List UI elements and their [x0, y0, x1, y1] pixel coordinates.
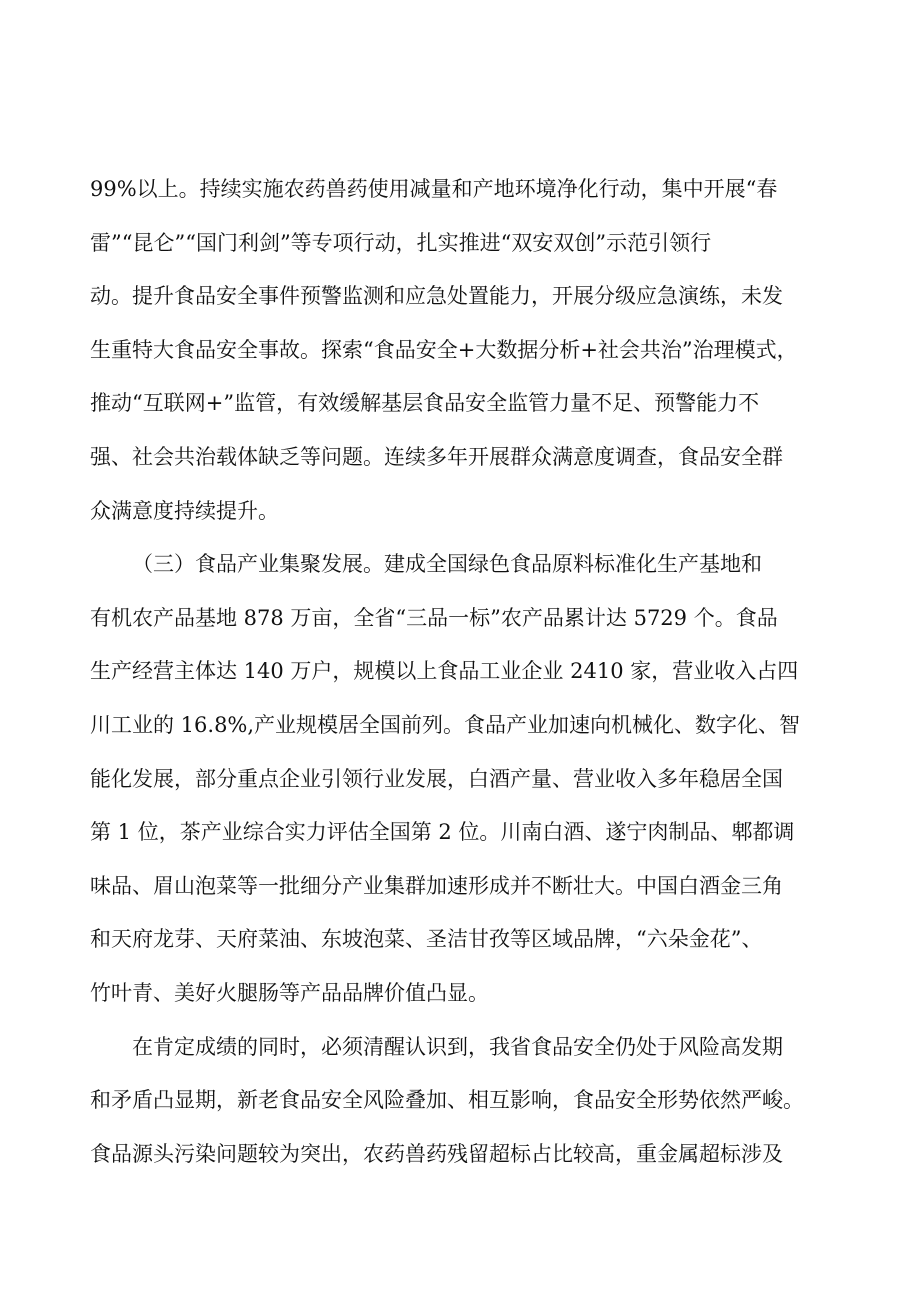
text-line: 动。提升食品安全事件预警监测和应急处置能力，开展分级应急演练，未发: [90, 284, 783, 309]
paragraph-risk-assessment: [90, 1021, 860, 1182]
text-line: 推动“互联网+”监管，有效缓解基层食品安全监管力量不足、预警能力不: [90, 391, 760, 416]
text-line: 有机农产品基地 878 万亩，全省“三品一标”农产品累计达 5729 个。食品: [90, 605, 778, 630]
text-line: 在肯定成绩的同时，必须清醒认识到，我省食品安全仍处于风险高发期: [132, 1034, 783, 1059]
text-line: 99%以上。持续实施农药兽药使用减量和产地环境净化行动，集中开展“春: [90, 177, 778, 201]
text-line: 能化发展，部分重点企业引领行业发展，白酒产量、营业收入多年稳居全国: [90, 766, 783, 791]
text-line: 众满意度持续提升。: [90, 498, 279, 523]
text-line: 强、社会共治载体缺乏等问题。连续多年开展群众满意度调查，食品安全群: [90, 444, 783, 469]
text-line: 竹叶青、美好火腿肠等产品品牌价值凸显。: [90, 980, 489, 1005]
text-line: 雷”“昆仑”“国门利剑”等专项行动，扎实推进“双安双创”示范引领行: [90, 230, 712, 255]
text-line: 和天府龙芽、天府菜油、东坡泡菜、圣洁甘孜等区域品牌，“六朵金花”、: [90, 927, 763, 952]
text-line: 川工业的 16.8%,产业规模居全国前列。食品产业加速向机械化、数字化、智: [90, 712, 801, 737]
paragraph-food-industry-cluster: [90, 538, 860, 1020]
text-line: 食品源头污染问题较为突出，农药兽药残留超标占比较高，重金属超标涉及: [90, 1141, 783, 1166]
text-line: 生重特大食品安全事故。探索“食品安全+大数据分析+社会共治”治理模式，: [90, 337, 798, 362]
text-line: 生产经营主体达 140 万户，规模以上食品工业企业 2410 家，营业收入占四: [90, 659, 799, 684]
document-body: [90, 163, 860, 1181]
text-line: （三）食品产业集聚发展。建成全国绿色食品原料标准化生产基地和: [132, 552, 762, 577]
text-line: 第 1 位，茶产业综合实力评估全国第 2 位。川南白酒、遂宁肉制品、郫都调: [90, 820, 795, 845]
paragraph-food-safety-actions: [90, 163, 860, 538]
text-line: 味品、眉山泡菜等一批细分产业集群加速形成并不断壮大。中国白酒金三角: [90, 873, 783, 898]
text-line: 和矛盾凸显期，新老食品安全风险叠加、相互影响，食品安全形势依然严峻。: [90, 1088, 804, 1113]
